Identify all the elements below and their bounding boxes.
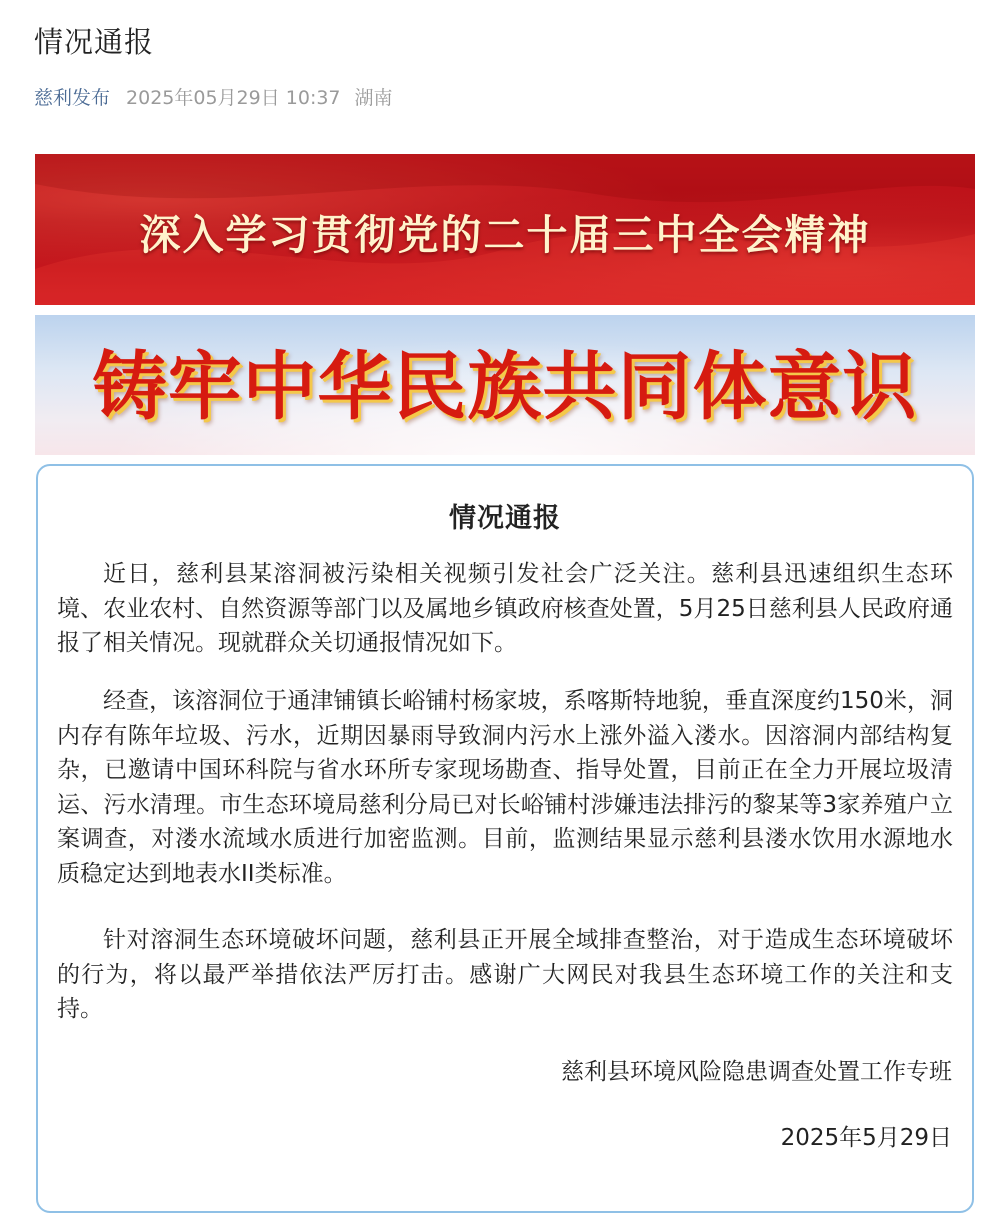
article-title: 情况通报 <box>34 25 155 59</box>
article-meta <box>34 81 393 111</box>
notice-paragraph: 针对溶洞生态环境破坏问题，慈利县正开展全域排查整治，对于造成生态环境破坏的行为，将以最严举措依法严厉打击。感谢广大网民对我县生态环境工作的关注和支持。 <box>57 927 953 1022</box>
notice-heading: 情况通报 <box>449 503 561 534</box>
publish-time: 2025年05月29日 10:37 <box>126 86 341 109</box>
slogan-banner-blue <box>35 315 975 455</box>
notice-date: 2025年5月29日 <box>780 1125 952 1151</box>
red-banner-slogan: 深入学习贯彻党的二十届三中全会精神 <box>139 211 871 259</box>
blue-banner-slogan: 铸牢中华民族共同体意识 <box>92 344 918 430</box>
notice-signature: 慈利县环境风险隐患调查处置工作专班 <box>561 1059 952 1085</box>
author-link[interactable]: 慈利发布 <box>34 86 111 109</box>
notice-paragraph: 经查，该溶洞位于通津铺镇长峪铺村杨家坡，系喀斯特地貌，垂直深度约150米，洞内存有陈年垃圾、污水，近期因暴雨导致洞内污水上涨外溢入溇水。因溶洞内部结构复杂，已邀请中国环科院与省水环所专家现场勘查、指导处置，目前正在全力开展垃圾清运、污水清理。市生态环境局慈利分局已对长峪铺村涉嫌违法排污的黎某等3家养殖户立案调查，对溇水流域水质进行加密监测。目前，监测结果显示慈利县溇水饮用水源地水质稳定达到地表水II类标准。 <box>57 688 953 887</box>
publish-location: 湖南 <box>354 86 393 109</box>
notice-card <box>36 464 974 1213</box>
slogan-banner-red <box>35 154 975 305</box>
notice-paragraph: 近日，慈利县某溶洞被污染相关视频引发社会广泛关注。慈利县迅速组织生态环境、农业农村、自然资源等部门以及属地乡镇政府核查处置，5月25日慈利县人民政府通报了相关情况。现就群众关切通报情况如下。 <box>57 561 953 656</box>
